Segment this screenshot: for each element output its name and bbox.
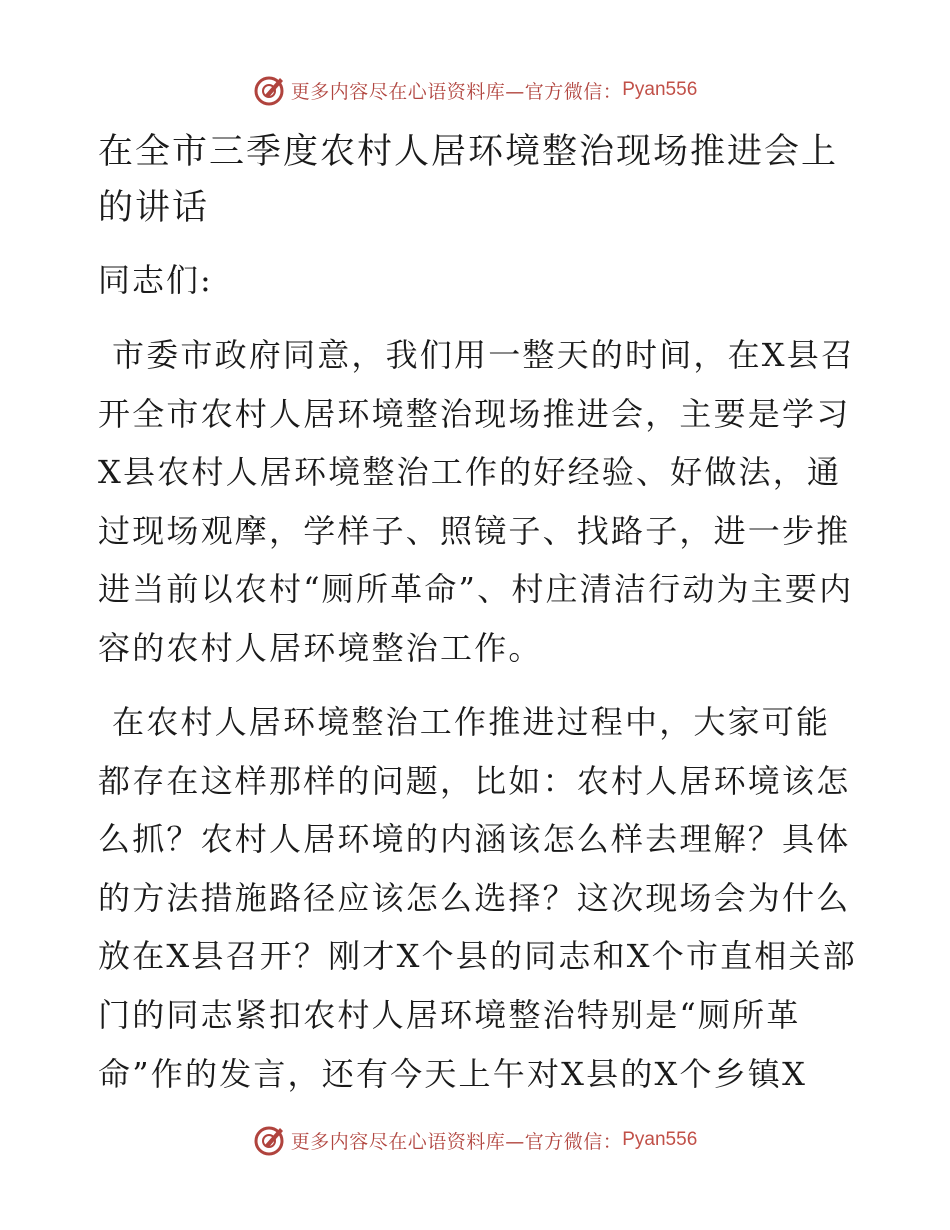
header-watermark <box>0 70 950 110</box>
pen-logo-icon <box>253 1123 287 1157</box>
watermark-handle: Pyan556 <box>622 1129 698 1150</box>
pen-logo-icon <box>253 73 287 107</box>
footer-watermark <box>0 1120 950 1160</box>
greeting: 同志们: <box>98 261 213 299</box>
document-title: 在全市三季度农村人居环境整治现场推进会上的讲话 <box>98 132 839 228</box>
watermark-handle: Pyan556 <box>622 79 698 100</box>
watermark-text: 更多内容尽在心语资料库—官方微信： <box>290 1130 623 1153</box>
paragraph: 市委市政府同意，我们用一整天的时间，在X县召开全市农村人居环境整治现场推进会，主要是学习X县农村人居环境整治工作的好经验、好做法，通过现场观摩，学样子、照镜子、找路子，进一步推进当前以农村“厕所革命”、村庄清洁行动为主要内容的农村人居环境整治工作。 <box>98 336 856 667</box>
watermark-text: 更多内容尽在心语资料库—官方微信： <box>290 80 623 103</box>
paragraph: 在农村人居环境整治工作推进过程中，大家可能都存在这样那样的问题，比如：农村人居环境该怎么抓？农村人居环境的内涵该怎么样去理解？具体的方法措施路径应该怎么选择？这次现场会为什么放在X县召开？刚才X个县的同志和X个市直相关部门的同志紧扣农村人居环境整治特别是“厕所革命”作的发言，还有今天上午对X县的X个乡镇X <box>98 703 857 1093</box>
